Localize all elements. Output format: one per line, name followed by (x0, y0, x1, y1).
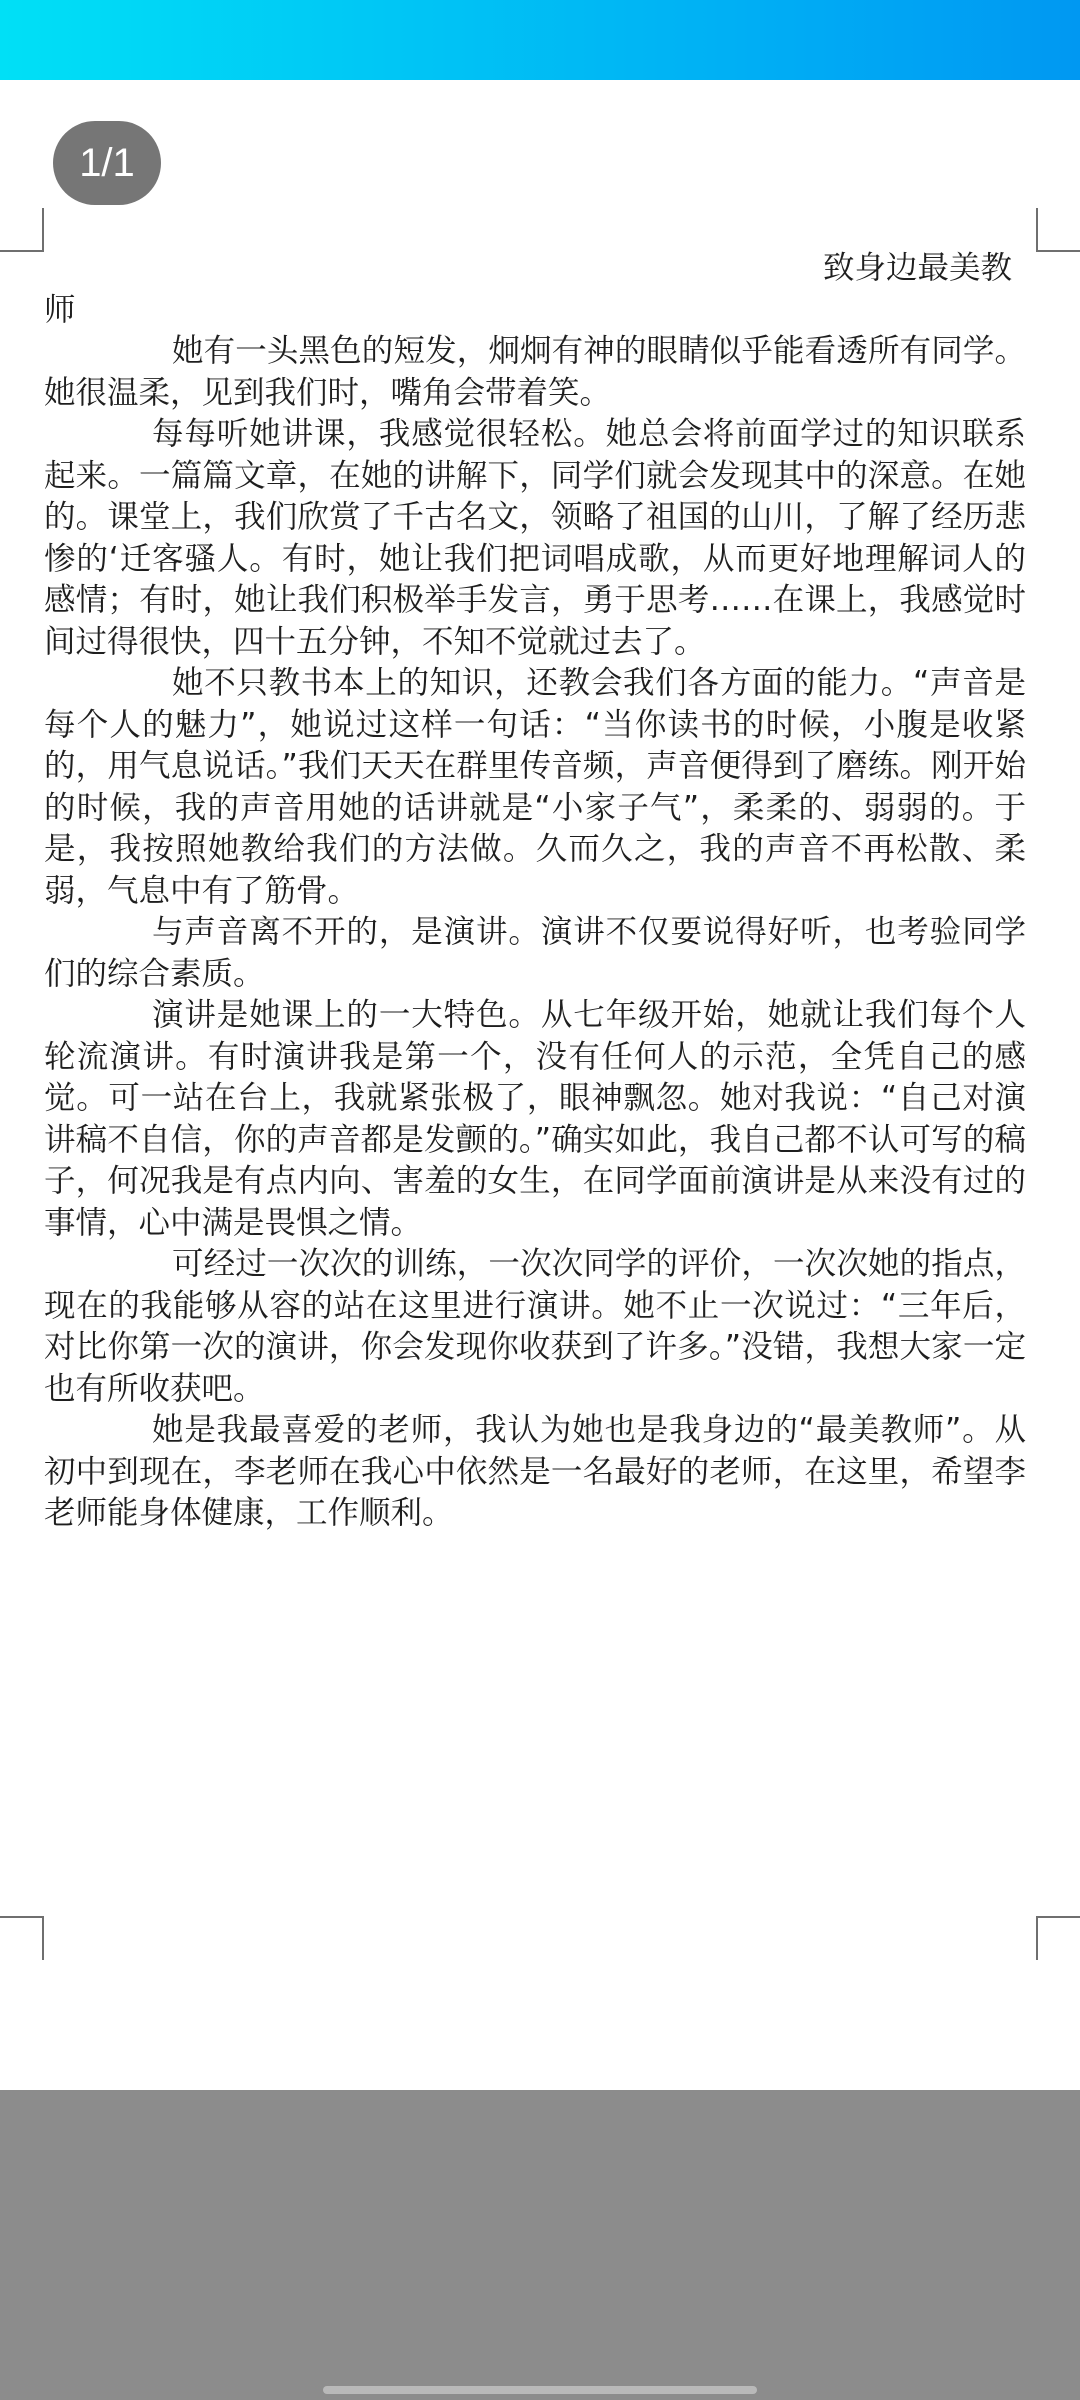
crop-mark-bottom-right (1036, 1916, 1080, 1960)
paragraph-4: 与声音离不开的，是演讲。演讲不仅要说得好听，也考验同学们的综合素质。 (44, 914, 1026, 992)
document-body[interactable] (44, 248, 1026, 1535)
crop-mark-top-left (0, 208, 44, 252)
viewer-bottom-area (0, 2090, 1080, 2400)
document-title-line2: 师 (44, 291, 76, 328)
home-indicator-bar[interactable] (323, 2386, 757, 2394)
crop-mark-bottom-left (0, 1916, 44, 1960)
paragraph-1: 她有一头黑色的短发，炯炯有神的眼睛似乎能看透所有同学。她很温柔，见到我们时，嘴角会带着笑。 (44, 333, 1026, 411)
paragraph-2: 每每听她讲课，我感觉很轻松。她总会将前面学过的知识联系起来。一篇篇文章，在她的讲解下，同学们就会发现其中的深意。在她的。课堂上，我们欣赏了千古名文，领略了祖国的山川，了解了经历悲惨的‘迁客骚人。有时，她让我们把词唱成歌，从而更好地理解词人的感情；有时，她让我们积极举手发言，勇于思考……在课上，我感觉时间过得很快，四十五分钟，不知不觉就过去了。 (44, 416, 1026, 660)
paragraph-6: 可经过一次次的训练，一次次同学的评价，一次次她的指点，现在的我能够从容的站在这里进行演讲。她不止一次说过：“三年后，对比你第一次的演讲，你会发现你收获到了许多。”没错，我想大家一定也有所收获吧。 (44, 1246, 1026, 1407)
paragraph-5: 演讲是她课上的一大特色。从七年级开始，她就让我们每个人轮流演讲。有时演讲我是第一个，没有任何人的示范，全凭自己的感觉。可一站在台上，我就紧张极了，眼神飘忽。她对我说：“自己对演讲稿不自信，你的声音都是发颤的。”确实如此，我自己都不认可写的稿子，何况我是有点内向、害羞的女生，在同学面前演讲是从来没有过的事情，心中满是畏惧之情。 (44, 997, 1026, 1241)
page-indicator: 1/1 (53, 121, 161, 205)
paragraph-3: 她不只教书本上的知识，还教会我们各方面的能力。“声音是每个人的魅力”，她说过这样一句话：“当你读书的时候，小腹是收紧的，用气息说话。”我们天天在群里传音频，声音便得到了磨练。刚开始的时候，我的声音用她的话讲就是“小家子气”，柔柔的、弱弱的。于是，我按照她教给我们的方法做。久而久之，我的声音不再松散、柔弱，气息中有了筋骨。 (44, 665, 1026, 909)
top-app-bar (0, 0, 1080, 80)
document-title-line1: 致身边最美教 (822, 250, 1012, 286)
crop-mark-top-right (1036, 208, 1080, 252)
paragraph-7: 她是我最喜爱的老师，我认为她也是我身边的“最美教师”。从初中到现在，李老师在我心中依然是一名最好的老师，在这里，希望李老师能身体健康，工作顺利。 (44, 1412, 1026, 1531)
